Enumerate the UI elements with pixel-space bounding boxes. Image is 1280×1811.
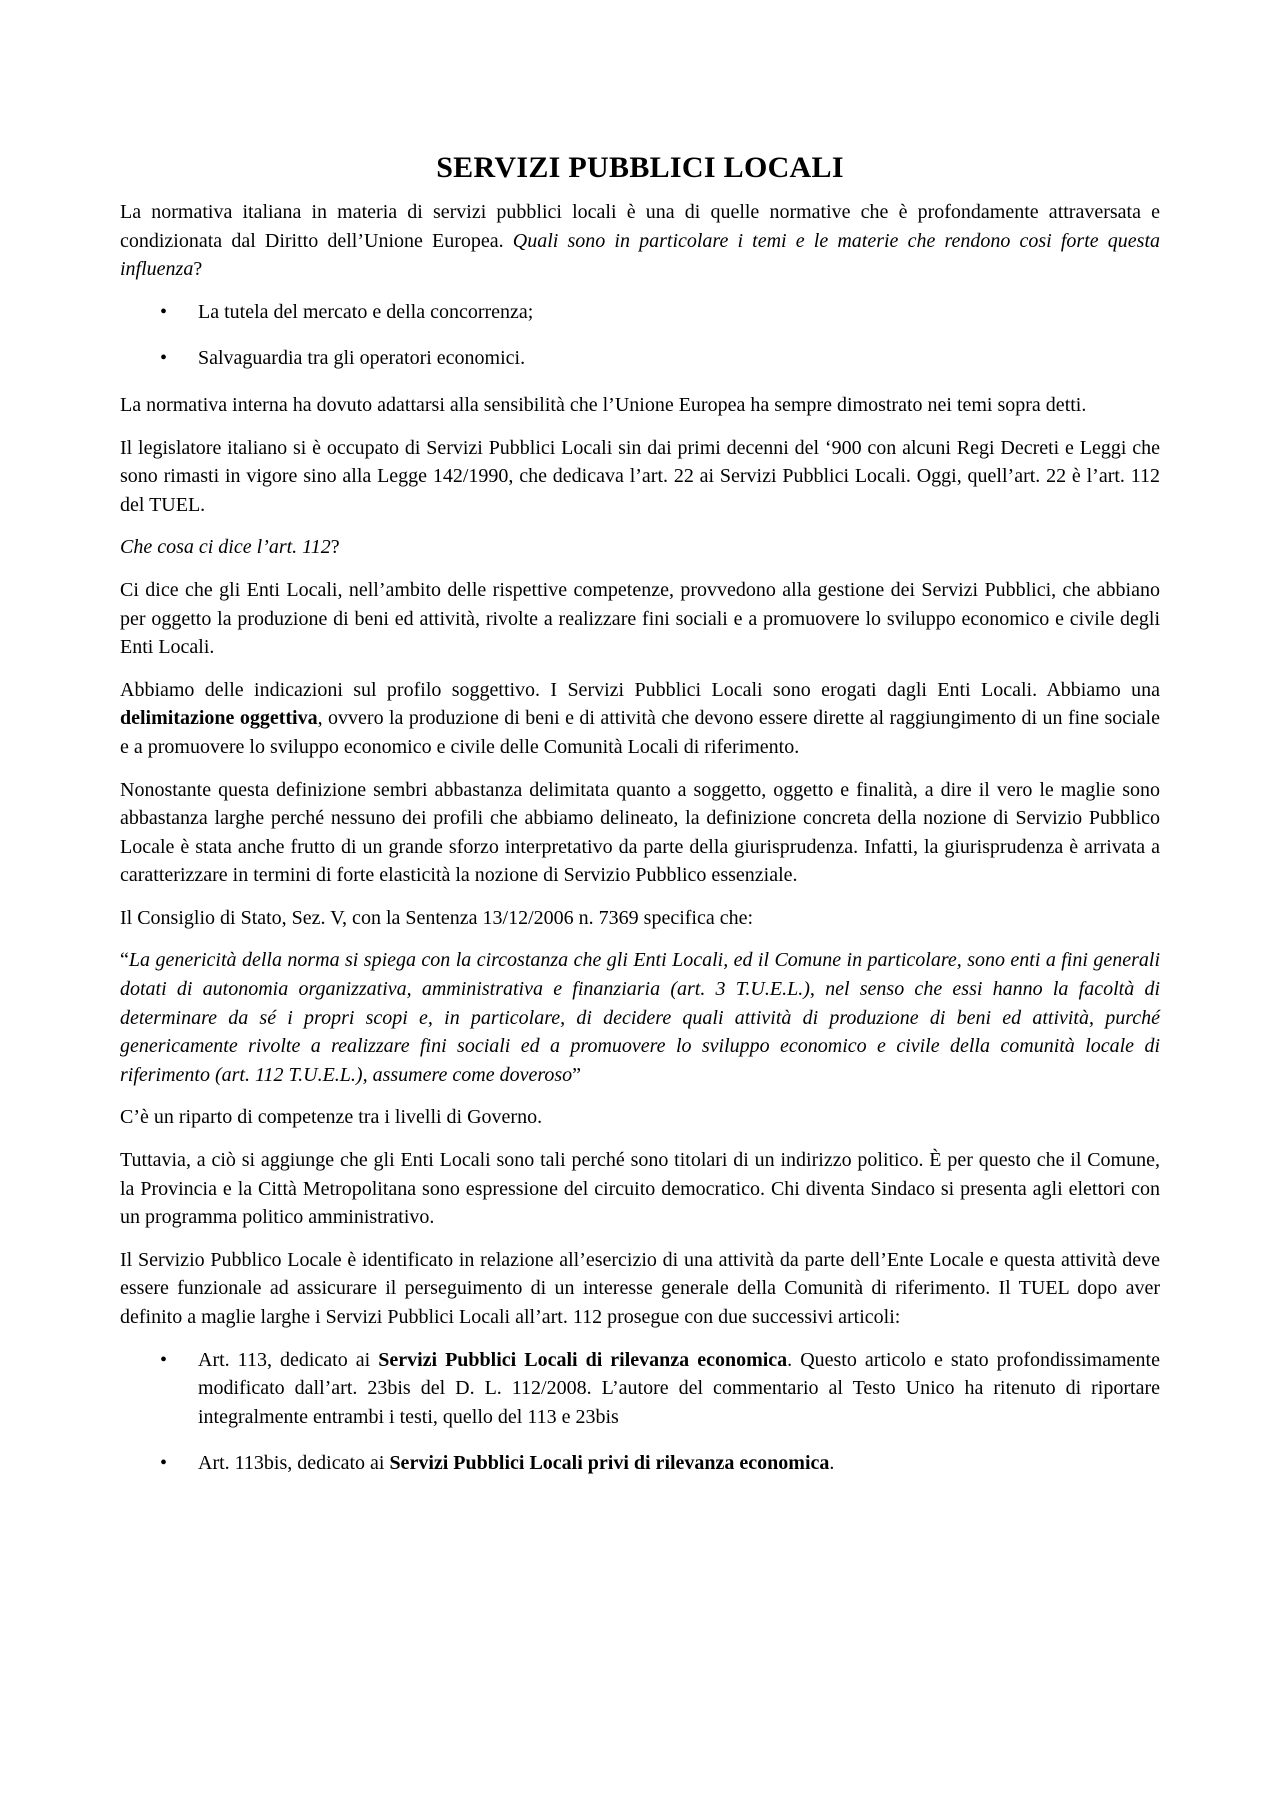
intro-text: La normativa italiana in materia di servizi pubblici locali è una di quelle normative che è profondamente attraversata e condizionata dal Diritto dell’Unione Europea. [120,201,1160,252]
paragraph-adattarsi: La normativa interna ha dovuto adattarsi alla sensibilità che l’Unione Europea ha sempre dimostrato nei temi sopra detti. [120,393,1087,416]
document-page [120,150,1160,1496]
paragraph-consiglio: Il Consiglio di Stato, Sez. V, con la Sentenza 13/12/2006 n. 7369 specifica che: [120,906,754,929]
article-113-before: Art. 113, dedicato ai [198,1348,379,1371]
intro-question-mark: ? [193,258,203,281]
quote-text: La genericità della norma si spiega con la circostanza che gli Enti Locali, ed il Comune in particolare, sono enti a fini generali dotati di autonomia organizzativa, amministrativa e finanziaria (art. 3 T.U.E.L.), nel senso che essi hanno la facoltà di determinare da sé i propri scopi e, in particolare, di decidere quali attività di produzione di beni ed attività, purché genericamente rivolte a realizzare fini sociali ed a promuovere lo sviluppo economico e civile della comunità locale di riferimento (art. 112 T.U.E.L.), assumere come doveroso [120,949,1160,1086]
article-113bis-after: . [829,1452,835,1475]
intro-paragraph [120,198,1160,284]
paragraph-ci-dice: Ci dice che gli Enti Locali, nell’ambito delle rispettive competenze, provvedono alla gestione dei Servizi Pubblici, che abbiano per oggetto la produzione di beni ed attività, rivolte a realizzare fini sociali e a promuovere lo sviluppo economico e civile degli Enti Locali. [120,578,1160,659]
paragraph-identificato: Il Servizio Pubblico Locale è identificato in relazione all’esercizio di una attività da parte dell’Ente Locale e questa attività deve essere funzionale ad assicurare il perseguimento di un interesse generale della Comunità di riferimento. Il TUEL dopo aver definito a maglie larghe i Servizi Pubblici Locali all’art. 112 prosegue con due successivi articoli: [120,1248,1160,1328]
article-113bis-before: Art. 113bis, dedicato ai [198,1452,390,1475]
bullet-icon: • [160,1452,168,1475]
paragraph-nonostante: Nonostante questa definizione sembri abbastanza delimitata quanto a soggetto, oggetto e finalità, a dire il vero le maglie sono abbastanza larghe perché nessuno dei profili che abbiamo delineato, la definizione concreta della nozione di Servizio Pubblico Locale è stata anche frutto di un grande sforzo interpretativo da parte della giurisprudenza. Infatti, la giurisprudenza è arrivata a caratterizzare in termini di forte elasticità la nozione di Servizio Pubblico essenziale. [120,778,1160,887]
question-text: Che cosa ci dice l’art. 112 [120,536,331,559]
quote-paragraph [120,946,1160,1089]
article-113bis-bold: Servizi Pubblici Locali privi di rilevanza economica [389,1452,830,1475]
indicazioni-before: Abbiamo delle indicazioni sul profilo soggettivo. I Servizi Pubblici Locali sono erogati dagli Enti Locali. Abbiamo una [120,678,1160,701]
list-item [120,1449,1160,1478]
quote-close: ” [572,1063,582,1086]
document-title: SERVIZI PUBBLICI LOCALI [436,151,844,184]
paragraph-legislatore: Il legislatore italiano si è occupato di Servizi Pubblici Locali sin dai primi decenni del ‘900 con alcuni Regi Decreti e Leggi che sono rimasti in vigore sino alla Legge 142/1990, che dedicava l’art. 22 ai Servizi Pubblici Locali. Oggi, quell’art. 22 è l’art. 112 del TUEL. [120,436,1160,516]
question-paragraph [120,533,1160,562]
paragraph-tuttavia: Tuttavia, a ciò si aggiunge che gli Enti Locali sono tali perché sono titolari di un indirizzo politico. È per questo che il Comune, la Provincia e la Città Metropolitana sono espressione del circuito democratico. Chi diventa Sindaco si presenta agli elettori con un programma politico amministrativo. [120,1149,1160,1229]
list-item [120,344,1160,373]
bullet-icon: • [160,300,168,323]
list-item [120,1346,1160,1432]
articles-list [120,1346,1160,1478]
list-item-text: Salvaguardia tra gli operatori economici. [198,347,526,370]
bullet-icon: • [160,1348,168,1371]
list-item [120,298,1160,327]
indicazioni-after: , ovvero la produzione di beni e di attività che devono essere dirette al raggiungimento di un fine sociale e a promuovere lo sviluppo economico e civile delle Comunità Locali di riferimento. [120,707,1160,758]
bullet-icon: • [160,347,168,370]
topics-list [120,298,1160,373]
paragraph-riparto: C’è un riparto di competenze tra i livelli di Governo. [120,1106,543,1129]
question-mark: ? [330,536,340,559]
article-113-bold: Servizi Pubblici Locali di rilevanza economica [378,1348,788,1371]
intro-question: Quali sono in particolare i temi e le materie che rendono cosi forte questa influenza [120,229,1160,281]
indicazioni-bold: delimitazione oggettiva [120,707,318,730]
quote-open: “ [120,949,129,972]
list-item-text: La tutela del mercato e della concorrenza; [198,300,534,323]
paragraph-indicazioni [120,676,1160,762]
article-113-after: . Questo articolo e stato profondissimamente modificato dall’art. 23bis del D. L. 112/2008. L’autore del commentario al Testo Unico ha ritenuto di riportare integralmente entrambi i testi, quello del 113 e 23bis [198,1348,1160,1428]
